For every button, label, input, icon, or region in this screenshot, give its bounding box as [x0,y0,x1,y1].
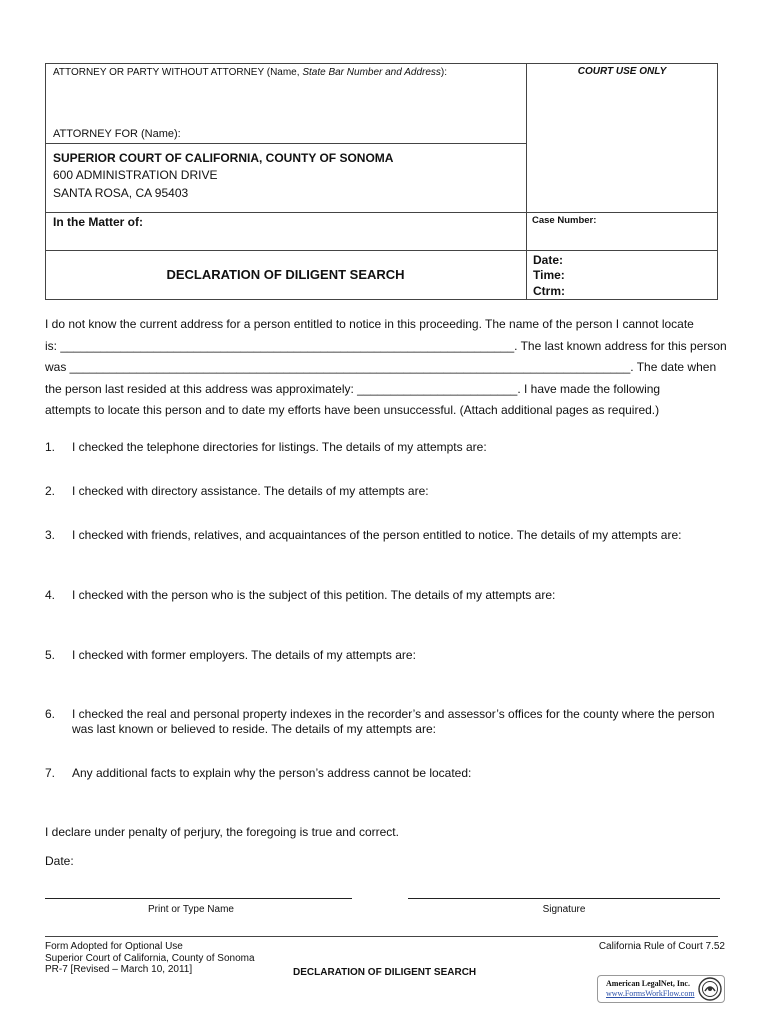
intro-line-3: was ____________________________________________________________________________________. The date when [45,360,717,374]
attorney-party-label [53,67,447,78]
item-text: I checked with directory assistance. The details of my attempts are: [72,484,429,498]
footer-rule-of-court: California Rule of Court 7.52 [598,941,725,952]
item-text: I checked the real and personal property indexes in the recorder’s and assessor’s offices for the county where the person was last known or believed to reside. The details of my attempts are: [72,707,715,736]
declaration-date-label: Date: [45,854,74,868]
hearing-date-label: Date: [533,253,564,267]
footer-adopted: Form Adopted for Optional Use [45,941,183,952]
intro-line-5: attempts to locate this person and to date my efforts have been unsuccessful. (Attach additional pages as required.) [45,403,660,417]
item-number: 1. [45,440,56,454]
court-address-line-1: 600 ADMINISTRATION DRIVE [53,168,218,182]
publisher-seal-icon [698,977,722,1001]
caption-divider-2 [45,212,718,213]
intro-paragraph [45,314,727,422]
publisher-url-link[interactable]: www.FormsWorkFlow.com [606,989,695,998]
signature-label: Signature [542,904,586,915]
caption-divider-vertical [526,63,527,300]
attorney-label-prefix: ATTORNEY OR PARTY WITHOUT ATTORNEY (Name, [53,67,303,78]
court-address-line-2: SANTA ROSA, CA 95403 [53,186,189,200]
footer-title: DECLARATION OF DILIGENT SEARCH [293,967,477,978]
caption-divider-3 [45,250,718,251]
caption-divider-1 [45,143,526,144]
item-text: I checked with the person who is the subject of this petition. The details of my attempts are: [72,588,556,602]
perjury-statement: I declare under penalty of perjury, the foregoing is true and correct. [45,825,399,839]
attorney-label-suffix: ): [440,67,448,78]
attorney-for-label: ATTORNEY FOR (Name): [53,128,181,140]
footer-form-id: PR-7 [Revised – March 10, 2011] [45,964,193,975]
item-number: 4. [45,588,56,602]
attorney-label-italic: State Bar Number and Address [302,67,441,78]
intro-line-1: I do not know the current address for a person entitled to notice in this proceeding. The name of the person I cannot locate [45,317,694,331]
court-name: SUPERIOR COURT OF CALIFORNIA, COUNTY OF SONOMA [53,151,394,165]
footer-left [45,941,255,976]
item-text: I checked with former employers. The details of my attempts are: [72,648,416,662]
item-number: 7. [45,766,56,780]
item-text: I checked with friends, relatives, and acquaintances of the person entitled to notice. The details of my attempts are: [72,528,682,542]
intro-line-4: the person last resided at this address was approximately: ________________________. I have made the following [45,381,661,396]
document-title: DECLARATION OF DILIGENT SEARCH [166,267,405,282]
item-number: 6. [45,707,56,721]
footer-court: Superior Court of California, County of Sonoma [45,952,255,964]
item-text: Any additional facts to explain why the person’s address cannot be located: [72,766,472,780]
matter-label: In the Matter of: [53,215,143,229]
item-text: I checked the telephone directories for listings. The details of my attempts are: [72,440,487,454]
hearing-courtroom-label: Ctrm: [533,284,565,298]
hearing-time-label: Time: [533,268,565,282]
case-number-label: Case Number: [532,215,597,226]
item-number: 3. [45,528,56,542]
print-name-line[interactable] [45,898,352,899]
footer-rule [45,936,718,937]
publisher-name: American LegalNet, Inc. [606,979,690,988]
signature-line[interactable] [408,898,720,899]
item-number: 5. [45,648,56,662]
print-name-label: Print or Type Name [148,904,234,915]
item-number: 2. [45,484,56,498]
intro-line-2: is: ____________________________________________________________________. The last known address for this person [45,338,727,353]
court-use-only-label: COURT USE ONLY [577,66,667,77]
